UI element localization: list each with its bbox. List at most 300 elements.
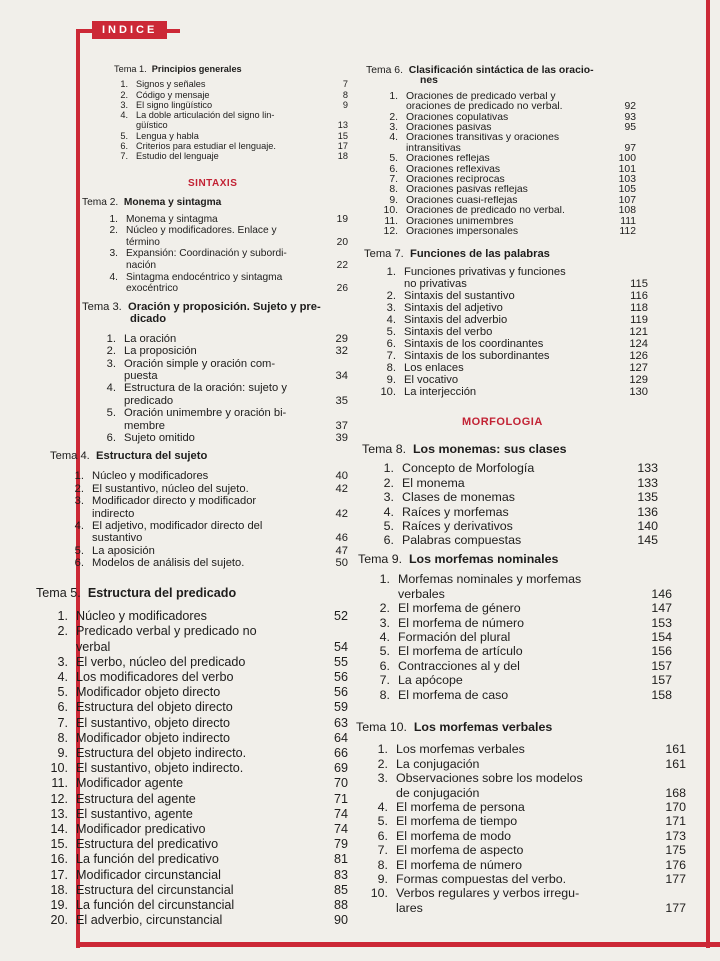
toc-entry [50,520,348,545]
tema-heading: Tema 1. Principios generales [114,64,242,74]
entry-page: 70 [333,776,348,791]
toc-entry [36,624,348,654]
toc-entry [358,644,672,658]
entry-number: 2. [120,89,128,100]
entry-title: El morfema de persona [396,800,525,815]
toc-entry [366,165,636,175]
entry-page: 133 [637,475,658,490]
toc-entry [36,868,348,883]
entry-page: 156 [651,644,672,659]
entry-number: 13. [50,806,68,821]
entry-title: Oraciones unimembres [406,216,514,227]
entry-title: Modificador objeto indirecto [76,730,231,745]
entry-number: 5. [120,130,128,141]
toc-entry [358,601,672,615]
toc-entry [36,792,348,807]
entry-number: 4. [106,382,116,395]
entry-page: 32 [335,345,348,358]
entry-page: 37 [335,419,348,432]
entry-number: 7. [379,673,390,688]
entry-page: 93 [624,111,636,123]
toc-entry [356,843,686,857]
entry-title: El vocativo [404,374,459,386]
entry-number: 3. [120,99,128,110]
tema-heading: Tema 6. Clasificación sintáctica de las oracio- [366,65,594,76]
tema-heading: Tema 4. Estructura del sujeto [50,450,208,462]
entry-title: Sintagma endocéntrico y sintagma exocéntrico [126,271,283,295]
toc-entry [358,659,672,673]
toc-entry [356,886,686,915]
toc-entry [362,505,658,519]
toc-entry [366,185,636,195]
toc-entry [36,807,348,822]
entry-title: El signo lingüístico [136,99,213,110]
entry-title: El morfema de número [396,857,523,872]
entry-number: 4. [57,670,68,685]
entry-number: 4. [109,271,118,283]
entry-page: 118 [630,302,648,314]
entry-page: 81 [333,852,348,867]
entry-title: La proposición [124,345,197,358]
entry-number: 12. [383,226,398,238]
entry-number: 8. [389,184,398,196]
entry-title: La función del circunstancial [76,898,235,913]
entry-page: 176 [665,857,686,872]
entry-number: 2. [109,225,118,237]
entry-title: El morfema de modo [396,828,512,843]
entry-number: 3. [379,615,390,630]
index-tag: INDICE [92,21,167,39]
toc-entry [366,227,636,237]
entry-page: 119 [630,314,648,326]
entry-number: 7. [120,151,128,162]
entry-title: Los modificadores del verbo [76,670,234,685]
entry-number: 3. [377,771,388,786]
entry-number: 2. [383,475,394,490]
entry-title: Predicado verbal y predicado no verbal [76,624,257,654]
toc-entry [36,822,348,837]
tema-heading-cont: dicado [130,313,167,326]
entry-number: 20. [50,913,68,928]
entry-number: 2. [377,756,388,771]
toc-entry [356,872,686,886]
entry-title: El morfema de género [398,601,521,616]
toc-entry [356,858,686,872]
toc-entry [36,913,348,928]
entry-page: 145 [637,533,658,548]
entry-number: 10. [370,886,388,901]
toc-entry [36,761,348,776]
entry-page: 83 [333,867,348,882]
entry-page: 124 [629,338,648,350]
toc-entry [86,141,348,151]
entry-number: 8. [379,687,390,702]
entry-number: 5. [74,544,84,557]
tema-10 [356,720,686,915]
entry-page: 8 [342,89,348,100]
toc-entry [82,272,348,295]
toc-entry [36,898,348,913]
entry-number: 2. [389,111,398,123]
entry-page: 35 [335,394,348,407]
entry-number: 17. [50,867,68,882]
entry-title: Palabras compuestas [402,533,522,548]
tema-4 [50,450,348,570]
entry-number: 7. [389,174,398,186]
entry-number: 11. [384,215,398,227]
entry-page: 133 [637,461,658,476]
entry-number: 3. [109,248,118,260]
entry-title: Oraciones pasivas reflejas [406,185,528,196]
entry-number: 8. [377,857,388,872]
toc-entry [364,386,648,398]
entry-page: 107 [618,194,636,206]
entry-title: Modificador directo y modificador indirecto [92,495,257,520]
entry-number: 3. [389,122,398,134]
entry-number: 6. [106,432,116,445]
entry-page: 111 [620,215,636,227]
entry-page: 92 [624,101,636,113]
entry-title: El adjetivo, modificador directo del sustantivo [92,520,263,545]
entry-title: Oraciones impersonales [406,227,519,238]
entry-number: 1. [120,79,128,90]
entry-title: Oraciones de predicado no verbal. [406,206,565,217]
entry-title: El morfema de artículo [398,644,523,659]
entry-page: 50 [335,557,348,570]
entry-page: 69 [333,761,348,776]
toc-entry [36,655,348,670]
entry-title: Concepto de Morfología [402,461,535,476]
toc-entry [36,716,348,731]
entry-page: 136 [637,504,658,519]
toc-entry [358,673,672,687]
toc-entry [36,609,348,624]
entry-page: 79 [333,837,348,852]
toc-entry [50,557,348,569]
toc-entry [50,495,348,520]
tema-9 [358,552,672,702]
tema-2 [82,197,348,295]
entry-page: 55 [333,654,348,669]
entry-number: 6. [379,658,390,673]
entry-page: 71 [333,791,348,806]
entry-title: Núcleo y modificadores [76,609,207,624]
entry-number: 5. [377,814,388,829]
toc-entry [36,746,348,761]
toc-entry [362,476,658,490]
toc-entry [364,290,648,302]
entry-number: 2. [379,601,390,616]
entry-page: 161 [665,756,686,771]
entry-title: Estructura del objeto indirecto. [76,746,247,761]
entry-title: Sintaxis del verbo [404,326,493,338]
entry-title: Oraciones reflejas [406,154,490,165]
entry-number: 6. [57,700,68,715]
entry-number: 3. [386,302,396,314]
entry-title: Código y mensaje [136,89,210,100]
tema-3 [82,301,348,444]
tema-7 [364,248,648,398]
toc-entry [36,837,348,852]
entry-number: 6. [74,557,84,570]
entry-number: 1. [57,609,68,624]
entry-title: Modificador circunstancial [76,867,221,882]
entry-title: Núcleo y modificadores. Enlace y término [126,225,277,248]
entry-number: 1. [386,266,396,278]
entry-title: Modificador predicativo [76,822,206,837]
toc-entry [50,483,348,495]
entry-page: 18 [337,151,348,162]
toc-entry [82,248,348,271]
entry-title: Oraciones transitivas y oraciones intransitivas [406,133,560,154]
entry-number: 5. [383,519,394,534]
entry-number: 4. [74,520,84,533]
entry-page: 90 [333,913,348,928]
toc-entry [364,302,648,314]
entry-page: 116 [630,290,648,302]
entry-page: 105 [618,184,636,196]
entry-page: 47 [335,544,348,557]
entry-page: 88 [333,898,348,913]
entry-number: 1. [74,470,84,483]
entry-title: Oraciones reflexivas [406,164,501,175]
toc-entry [86,79,348,89]
entry-page: 153 [651,615,672,630]
toc-entry [36,670,348,685]
entry-title: Expansión: Coordinación y subordi- nación [126,248,287,271]
toc-entry [366,217,636,227]
entry-number: 15. [50,837,68,852]
entry-page: 66 [333,746,348,761]
tema-1 [86,64,348,162]
entry-title: La conjugación [396,756,480,771]
entry-title: Los morfemas verbales [396,742,525,757]
entry-page: 177 [665,872,686,887]
entry-title: Estructura del agente [76,791,196,806]
entry-title: El morfema de aspecto [396,843,524,858]
toc-entry [50,470,348,482]
entry-number: 1. [379,572,390,587]
entry-number: 5. [386,326,396,338]
entry-title: Oraciones copulativas [406,112,509,123]
entry-number: 5. [106,407,116,420]
entry-number: 9. [57,746,68,761]
entry-page: 17 [337,141,348,152]
entry-number: 5. [57,685,68,700]
entry-number: 10. [383,205,398,217]
entry-title: Oraciones recíprocas [406,175,505,186]
entry-page: 34 [335,370,348,383]
toc-entry [366,154,636,164]
toc-entry [362,461,658,475]
entry-page: 56 [333,685,348,700]
entry-page: 103 [618,174,636,186]
entry-page: 147 [651,601,672,616]
entry-page: 26 [336,283,348,295]
entry-page: 9 [342,99,348,110]
entry-page: 42 [335,482,348,495]
entry-title: El monema [402,475,465,490]
entry-number: 14. [50,822,68,837]
toc-entry [82,382,348,407]
toc-entry [86,151,348,161]
tema-heading-cont: nes [420,75,438,87]
toc-entry [36,700,348,715]
entry-number: 12. [50,791,68,806]
entry-number: 1. [109,213,118,225]
entry-title: El sustantivo, objeto indirecto. [76,761,244,776]
toc-entry [366,196,636,206]
entry-page: 97 [624,142,636,154]
entry-page: 108 [618,205,636,217]
entry-number: 1. [106,332,116,345]
entry-number: 4. [377,800,388,815]
toc-entry [82,358,348,383]
toc-entry [366,123,636,133]
toc-entry [86,110,348,131]
entry-page: 126 [629,350,648,362]
entry-page: 100 [618,153,636,165]
entry-title: La doble articulación del signo lin- güístico [136,110,275,131]
entry-number: 1. [383,461,394,476]
entry-number: 2. [106,345,116,358]
entry-page: 59 [333,700,348,715]
entry-page: 158 [651,687,672,702]
toc-entry [358,688,672,702]
entry-title: La función del predicativo [76,852,219,867]
entry-page: 146 [651,586,672,601]
entry-title: El sustantivo, objeto directo [76,715,231,730]
entry-number: 7. [57,715,68,730]
entry-page: 157 [651,673,672,688]
toc-entry [36,776,348,791]
toc-entry [358,630,672,644]
entry-title: Contracciones al y del [398,658,520,673]
tema-heading: Tema 5. Estructura del predicado [36,586,237,600]
entry-page: 40 [335,470,348,483]
entry-page: 29 [335,332,348,345]
entry-title: Lengua y habla [136,130,199,141]
section-sintaxis: SINTAXIS [188,178,238,189]
toc-entry [82,432,348,444]
entry-title: Raíces y morfemas [402,504,509,519]
tema-heading: Tema 10. Los morfemas verbales [356,720,553,734]
entry-title: Modificador agente [76,776,184,791]
entry-number: 10. [380,386,396,398]
toc-entry [86,131,348,141]
toc-entry [356,829,686,843]
entry-title: La apócope [398,673,463,688]
entry-number: 2. [386,290,396,302]
toc-entry [86,100,348,110]
entry-title: Estructura del objeto directo [76,700,233,715]
entry-title: Oraciones pasivas [406,123,492,134]
entry-title: El morfema de caso [398,687,509,702]
entry-title: Sintaxis de los subordinantes [404,350,550,362]
toc-entry [358,616,672,630]
toc-entry [364,338,648,350]
toc-entry [36,852,348,867]
entry-page: 54 [333,639,348,654]
entry-title: Clases de monemas [402,490,515,505]
entry-number: 9. [389,194,398,206]
entry-number: 4. [386,314,396,326]
entry-page: 56 [333,670,348,685]
entry-title: La aposición [92,544,155,557]
toc-entry [364,350,648,362]
entry-page: 13 [337,120,348,131]
toc-entry [364,362,648,374]
entry-number: 16. [50,852,68,867]
toc-entry [356,814,686,828]
entry-title: La interjección [404,386,477,398]
entry-title: Estudio del lenguaje [136,151,219,162]
entry-page: 7 [342,79,348,90]
entry-page: 130 [629,386,648,398]
entry-page: 135 [637,490,658,505]
entry-number: 8. [57,730,68,745]
entry-page: 85 [333,882,348,897]
toc-entry [36,685,348,700]
toc-entry [366,206,636,216]
entry-number: 9. [377,872,388,887]
toc-entry [366,175,636,185]
toc-entry [362,519,658,533]
entry-number: 4. [389,132,398,144]
entry-title: Formación del plural [398,630,511,645]
toc-entry [366,113,636,123]
entry-title: El morfema de tiempo [396,814,518,829]
entry-title: El adverbio, circunstancial [76,913,223,928]
entry-title: Sintaxis del sustantivo [404,290,515,302]
entry-page: 154 [651,630,672,645]
entry-title: Criterios para estudiar el lenguaje. [136,141,276,152]
right-rule [706,0,710,948]
section-morfologia: MORFOLOGIA [462,416,543,428]
entry-number: 3. [106,357,116,370]
entry-page: 101 [618,163,636,175]
entry-page: 39 [335,432,348,445]
entry-number: 2. [57,624,68,639]
entry-title: Funciones privativas y funciones no privativas [404,266,566,290]
entry-number: 10. [50,761,68,776]
toc-entry [82,345,348,357]
toc-entry [82,214,348,226]
entry-number: 7. [377,843,388,858]
toc-entry [82,225,348,248]
toc-entry [366,92,636,113]
entry-number: 2. [74,482,84,495]
entry-page: 22 [336,259,348,271]
entry-title: Los enlaces [404,362,464,374]
entry-number: 9. [386,374,396,386]
toc-entry [86,90,348,100]
toc-entry [36,883,348,898]
entry-number: 7. [386,350,396,362]
toc-entry [82,407,348,432]
entry-page: 177 [665,900,686,915]
entry-title: Raíces y derivativos [402,519,513,534]
entry-number: 6. [120,141,128,152]
toc-entry [356,800,686,814]
tema-5 [36,586,348,928]
toc-entry [364,374,648,386]
entry-number: 11. [51,776,68,791]
entry-page: 170 [665,800,686,815]
tema-heading: Tema 7. Funciones de las palabras [364,248,550,260]
entry-page: 157 [651,658,672,673]
entry-page: 168 [665,785,686,800]
